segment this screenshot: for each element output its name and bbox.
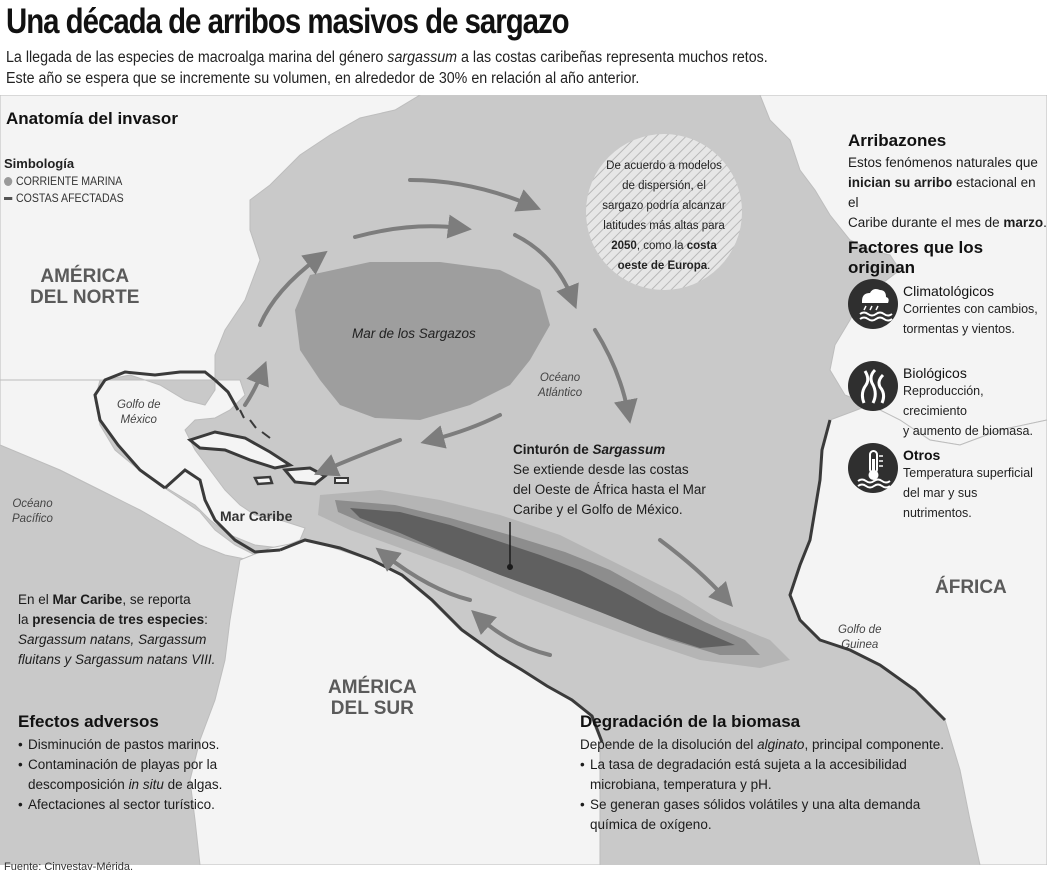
degradacion-item-1 — [580, 755, 944, 795]
degradacion-intro-b: , principal componente. — [804, 737, 945, 752]
section-title: Anatomía del invasor — [6, 109, 178, 128]
cinturon-title-em: Sargassum — [592, 442, 666, 457]
caribe-note-l2-bold: presencia de tres especies — [32, 612, 205, 627]
caribe-note-l4: fluitans y Sargassum natans VIII. — [18, 652, 216, 667]
efectos-item-2-l2-b: de algas. — [163, 777, 223, 792]
factor-biologicos-l2: y aumento de biomasa. — [903, 424, 1033, 438]
seaweed-icon — [848, 361, 898, 411]
efectos-item-1: • Disminución de pastos marinos. — [18, 735, 222, 755]
factor-otros — [903, 447, 1047, 523]
current-legend-icon — [4, 177, 12, 186]
caribe-note-l1-a: En el — [18, 592, 53, 607]
legend-item-current-label: CORRIENTE MARINA — [15, 176, 123, 188]
intro-line2: Este año se espera que se incremente su volumen, en alrededor de 30% en relación al año anterior. — [6, 70, 640, 87]
label-golfo-mexico — [117, 398, 160, 428]
arribazones-l2-bold: inician su arribo — [848, 175, 953, 190]
degradacion-title: Degradación de la biomasa — [580, 712, 801, 731]
factor-biologicos-title: Biológicos — [903, 365, 967, 381]
legend-item-current — [4, 176, 124, 188]
cinturon-l1: Se extiende desde las costas — [513, 462, 689, 477]
degradacion-panel — [580, 712, 944, 835]
cloud-rain-waves-icon — [848, 279, 898, 329]
projection-note — [598, 156, 730, 276]
arribazones-l2-text: estacional en el — [848, 175, 1036, 210]
efectos-title: Efectos adversos — [18, 712, 159, 731]
legend — [4, 156, 134, 205]
degradacion-item-1-l2: microbiana, temperatura y pH. — [590, 777, 772, 792]
caribe-note-l3: Sargassum natans, Sargassum — [18, 632, 207, 647]
arribazones-l3 — [848, 213, 1047, 233]
factores-title: Factores que los originan — [848, 238, 984, 277]
source-credit: Fuente: Cinvestav-Mérida. — [4, 861, 133, 873]
label-oceano-pacifico-2: Pacífico — [12, 513, 53, 525]
degradacion-item-2-l1: • Se generan gases sólidos volátiles y una alta demanda — [590, 797, 921, 812]
label-america-norte-2: DEL NORTE — [30, 287, 140, 308]
projection-note-l2: de dispersión, el — [622, 180, 706, 192]
degradacion-item-1-l1: • La tasa de degradación está sujeta a la accesibilidad — [590, 757, 907, 772]
intro-line1-em: sargassum — [387, 49, 458, 66]
arribazones-title: Arribazones — [848, 131, 947, 150]
land-puerto-rico — [335, 478, 348, 483]
degradacion-list — [580, 755, 944, 835]
label-oceano-pacifico-1: Océano — [12, 498, 53, 510]
arribazones-l1: Estos fenómenos naturales que — [848, 155, 1038, 170]
efectos-item-2-l2-em: in situ — [128, 777, 164, 792]
factor-otros-l2: del mar y sus nutrimentos. — [903, 486, 978, 520]
efectos-item-2-l1: • Contaminación de playas por la — [28, 757, 218, 772]
projection-note-l6 — [598, 256, 730, 276]
projection-note-l1: De acuerdo a modelos — [606, 160, 722, 172]
intro-line1-b: a las costas caribeñas representa muchos retos. — [457, 49, 768, 66]
cinturon-title — [513, 440, 706, 460]
arribazones-l3-bold: marzo — [1003, 215, 1044, 230]
arribazones-l3-end: . — [1043, 215, 1047, 230]
projection-note-l5 — [598, 236, 730, 256]
label-africa: ÁFRICA — [935, 577, 1007, 598]
efectos-panel — [18, 712, 222, 815]
label-oceano-atlantico — [538, 371, 582, 401]
degradacion-intro — [580, 735, 944, 755]
factor-biologicos — [903, 365, 1047, 441]
label-oceano-pacifico — [12, 497, 53, 527]
projection-note-l4: latitudes más altas para — [603, 220, 725, 232]
legend-item-coast — [4, 193, 124, 205]
efectos-item-2 — [18, 755, 222, 795]
label-america-sur-2: DEL SUR — [330, 698, 414, 719]
label-america-norte-1: AMÉRICA — [40, 266, 130, 287]
projection-note-l3: sargazo podría alcanzar — [602, 200, 726, 212]
land-jamaica — [255, 477, 272, 484]
coast-legend-icon — [4, 197, 12, 200]
label-america-norte — [30, 266, 139, 308]
label-mar-sargazos: Mar de los Sargazos — [352, 326, 476, 341]
legend-item-coast-label: COSTAS AFECTADAS — [15, 193, 124, 205]
factor-climatologicos-l1: Corrientes con cambios, — [903, 302, 1038, 316]
caribe-note-l1-b: , se reporta — [122, 592, 191, 607]
projection-note-l5-text: , como la — [636, 240, 687, 252]
cinturon-title-a: Cinturón de — [513, 442, 593, 457]
arribazones-l3-text: Caribe durante el mes de — [848, 215, 1004, 230]
cinturon-note — [513, 440, 706, 520]
legend-title: Simbología — [4, 156, 75, 171]
caribe-note-l2-a: la — [18, 612, 33, 627]
projection-note-2050: 2050 — [611, 240, 637, 252]
efectos-item-3: • Afectaciones al sector turístico. — [18, 795, 222, 815]
efectos-list — [18, 735, 222, 815]
caribe-note-l1 — [18, 590, 215, 610]
page-title: Una década de arribos masivos de sargazo — [6, 2, 569, 41]
label-golfo-guinea-2: Guinea — [841, 639, 879, 651]
intro-text — [6, 47, 768, 89]
cinturon-l3: Caribe y el Golfo de México. — [513, 502, 683, 517]
caribe-note-l1-bold: Mar Caribe — [52, 592, 123, 607]
label-golfo-guinea-1: Golfo de — [838, 624, 882, 636]
projection-note-europa: oeste de Europa — [617, 260, 708, 272]
caribe-note-l2-b: : — [204, 612, 208, 627]
label-golfo-mexico-2: México — [120, 414, 157, 426]
degradacion-intro-a: Depende de la disolución del — [580, 737, 758, 752]
factor-biologicos-l1: Reproducción, crecimiento — [903, 384, 984, 418]
factor-climatologicos — [903, 283, 1038, 339]
factor-climatologicos-title: Climatológicos — [903, 283, 995, 299]
efectos-item-2-l2-a: descomposición — [28, 777, 129, 792]
arribazones-panel — [848, 131, 1047, 233]
projection-note-l6-text: . — [707, 260, 711, 272]
efectos-item-2-l2 — [28, 775, 222, 795]
label-oceano-atlantico-1: Océano — [539, 372, 581, 384]
thermometer-waves-icon — [848, 443, 898, 493]
label-oceano-atlantico-2: Atlántico — [538, 387, 583, 399]
label-golfo-mexico-1: Golfo de — [117, 399, 161, 411]
intro-line1-a: La llegada de las especies de macroalga marina del género — [6, 49, 388, 66]
belt-pointer-dot — [507, 564, 513, 570]
degradacion-intro-em: alginato — [757, 737, 805, 752]
factor-climatologicos-l2: tormentas y vientos. — [903, 322, 1015, 336]
arribazones-text — [848, 153, 1047, 233]
caribe-note — [18, 590, 215, 670]
label-golfo-guinea — [838, 623, 881, 653]
factor-otros-l1: Temperatura superficial — [903, 466, 1033, 480]
factor-otros-title: Otros — [903, 447, 941, 463]
projection-note-costa: costa — [686, 240, 717, 252]
degradacion-item-2 — [580, 795, 944, 835]
arribazones-l2 — [848, 173, 1047, 213]
label-america-sur — [328, 677, 417, 719]
label-america-sur-1: AMÉRICA — [328, 677, 417, 698]
degradacion-item-2-l2: química de oxígeno. — [590, 817, 712, 832]
cinturon-l2: del Oeste de África hasta el Mar — [513, 482, 706, 497]
caribe-note-l2 — [18, 610, 215, 630]
label-mar-caribe: Mar Caribe — [220, 508, 293, 524]
